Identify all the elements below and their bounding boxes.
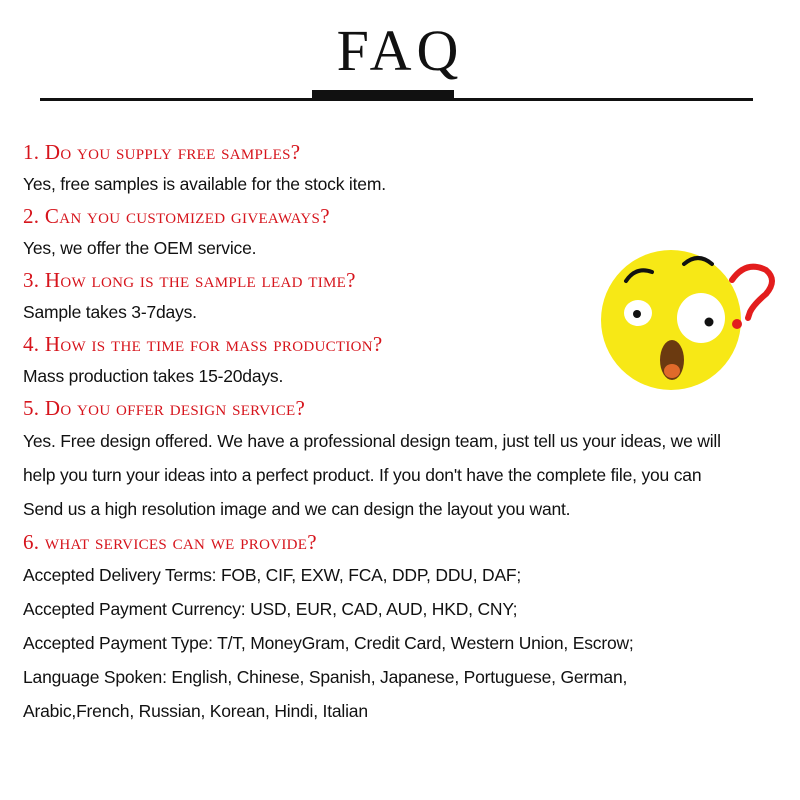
emoji-tongue xyxy=(664,364,680,378)
question-mark-dot xyxy=(732,319,742,329)
faq-answer-3: Sample takes 3-7days. xyxy=(23,302,197,322)
faq-answer-2: Yes, we offer the OEM service. xyxy=(23,238,257,258)
emoji-right-eye xyxy=(677,293,725,343)
emoji-right-pupil xyxy=(705,318,714,327)
faq-answer-1: Yes, free samples is available for the stock item. xyxy=(23,174,386,194)
faq-question-2: 2. Can you customized giveaways? xyxy=(23,204,330,228)
faq-question-6: 6. what services can we provide? xyxy=(23,530,317,554)
faq-answer-4: Mass production takes 15-20days. xyxy=(23,366,284,386)
faq-answer-5-line-2: help you turn your ideas into a perfect product. If you don't have the complete file, you can xyxy=(23,465,702,485)
faq-answer-6-line-1: Accepted Delivery Terms: FOB, CIF, EXW, FCA, DDP, DDU, DAF; xyxy=(23,565,522,585)
faq-question-5: 5. Do you offer design service? xyxy=(23,396,306,420)
faq-answer-5-line-3: Send us a high resolution image and we can design the layout you want. xyxy=(23,499,571,519)
emoji-left-pupil xyxy=(633,310,641,318)
title-underline-accent xyxy=(312,90,454,100)
page-title: FAQ xyxy=(336,18,464,83)
faq-answer-6-line-5: Arabic,French, Russian, Korean, Hindi, Italian xyxy=(23,701,368,721)
faq-question-1: 1. Do you supply free samples? xyxy=(23,140,301,164)
surprised-emoji-question-mark-icon xyxy=(596,238,786,408)
faq-answer-6-line-3: Accepted Payment Type: T/T, MoneyGram, Credit Card, Western Union, Escrow; xyxy=(23,633,634,653)
faq-question-3: 3. How long is the sample lead time? xyxy=(23,268,356,292)
faq-answer-5-line-1: Yes. Free design offered. We have a professional design team, just tell us your ideas, we will xyxy=(23,431,721,451)
faq-answer-6-line-2: Accepted Payment Currency: USD, EUR, CAD, AUD, HKD, CNY; xyxy=(23,599,518,619)
faq-question-4: 4. How is the time for mass production? xyxy=(23,332,383,356)
faq-list xyxy=(23,136,793,728)
faq-answer-6-line-4: Language Spoken: English, Chinese, Spanish, Japanese, Portuguese, German, xyxy=(23,667,628,687)
